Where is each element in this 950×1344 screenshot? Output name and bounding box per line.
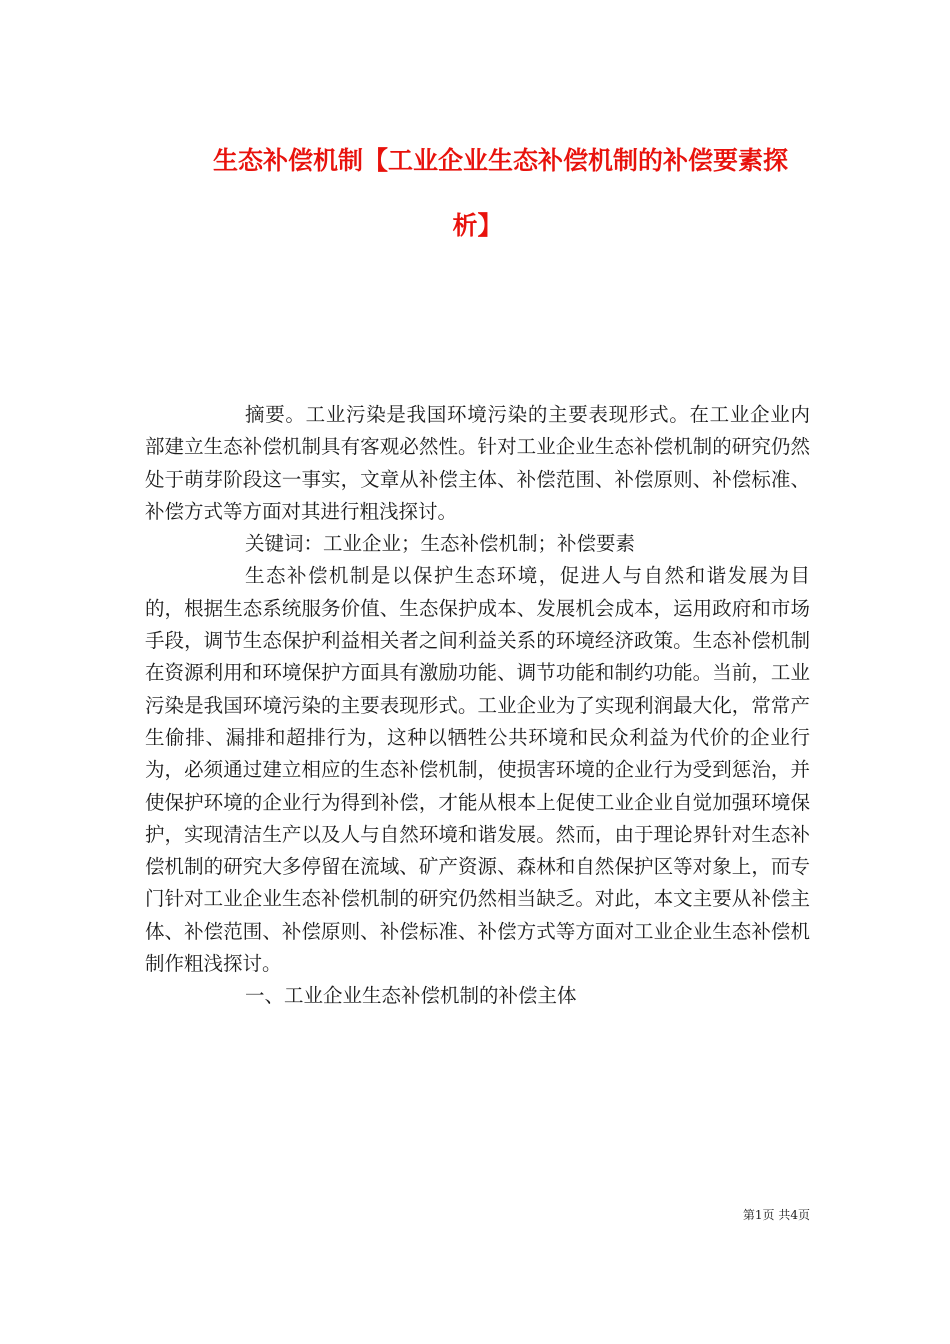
section-heading-1: 一、工业企业生态补偿机制的补偿主体 — [245, 984, 577, 1008]
abstract-paragraph: 摘要。工业污染是我国环境污染的主要表现形式。在工业企业内部建立生态补偿机制具有客观必然性。针对工业企业生态补偿机制的研究仍然处于萌芽阶段这一事实，文章从补偿主体、补偿范围、补偿原则、补偿标准、补偿方式等方面对其进行粗浅探讨。 — [145, 403, 810, 523]
keywords-line: 关键词：工业企业；生态补偿机制；补偿要素 — [245, 532, 636, 556]
document-body — [145, 399, 810, 1013]
title-line-1: 生态补偿机制【工业企业生态补偿机制的补偿要素探 — [213, 146, 789, 175]
page-number-footer: 第1页 共4页 — [742, 1208, 810, 1222]
document-title — [145, 128, 810, 258]
title-line-2: 析】 — [452, 211, 503, 240]
intro-paragraph: 生态补偿机制是以保护生态环境，促进人与自然和谐发展为目的，根据生态系统服务价值、生态保护成本、发展机会成本，运用政府和市场手段，调节生态保护利益相关者之间利益关系的环境经济政策。生态补偿机制在资源利用和环境保护方面具有激励功能、调节功能和制约功能。当前，工业污染是我国环境污染的主要表现形式。工业企业为了实现利润最大化，常常产生偷排、漏排和超排行为，这种以牺牲公共环境和民众利益为代价的企业行为，必须通过建立相应的生态补偿机制，使损害环境的企业行为受到惩治，并使保护环境的企业行为得到补偿，才能从根本上促使工业企业自觉加强环境保护，实现清洁生产以及人与自然环境和谐发展。然而，由于理论界针对生态补偿机制的研究大多停留在流域、矿产资源、森林和自然保护区等对象上，而专门针对工业企业生态补偿机制的研究仍然相当缺乏。对此，本文主要从补偿主体、补偿范围、补偿原则、补偿标准、补偿方式等方面对工业企业生态补偿机制作粗浅探讨。 — [145, 564, 810, 976]
